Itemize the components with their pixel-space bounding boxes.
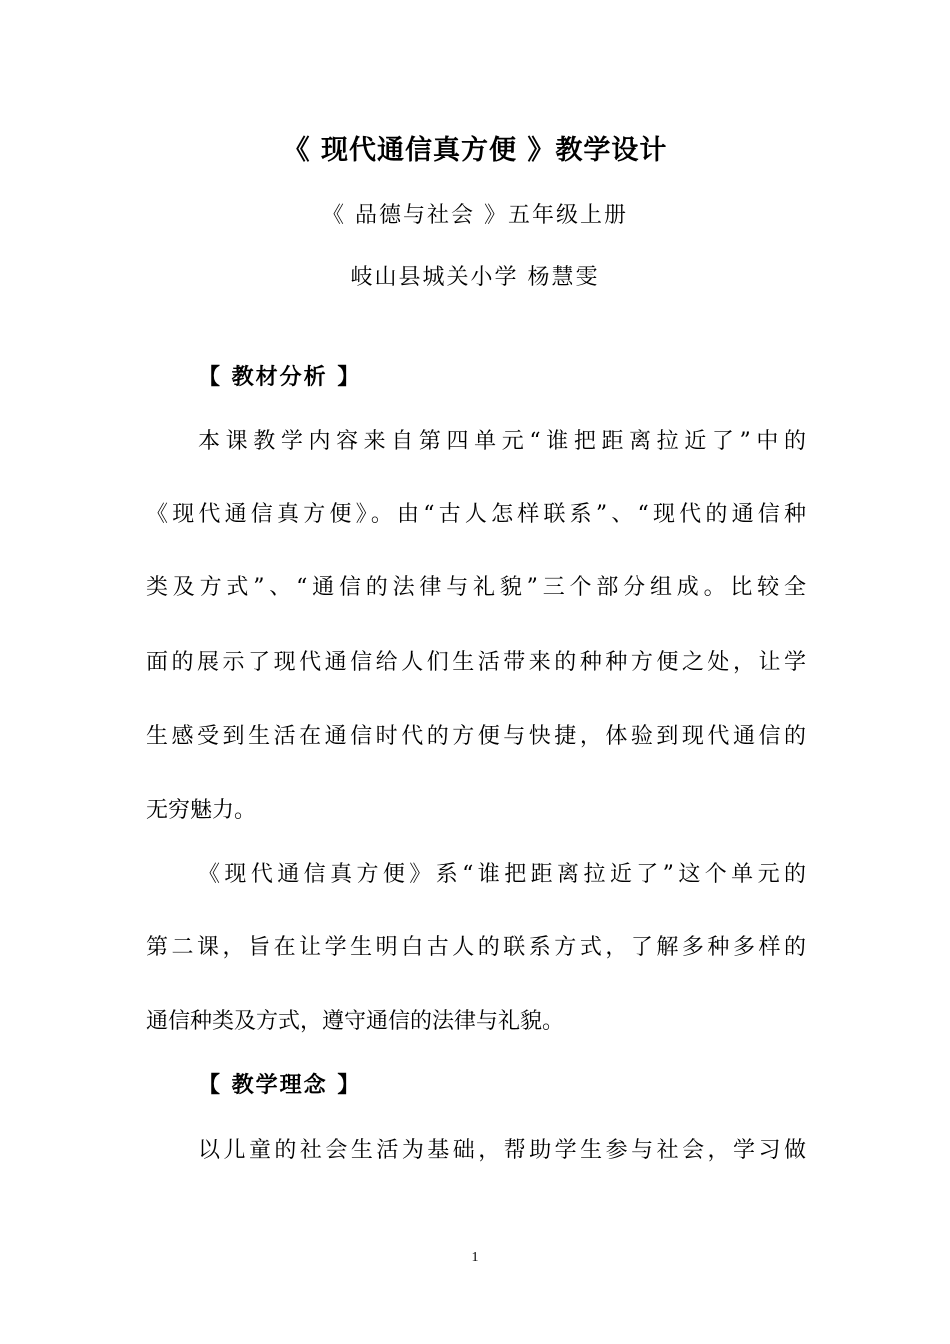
section-heading-teaching-philosophy: 【 教学理念 】 xyxy=(198,1073,362,1098)
document-author: 岐山县城关小学 杨慧雯 xyxy=(350,265,600,290)
paragraph-line: 类及方式”、“通信的法律与礼貌”三个部分组成。比较全 xyxy=(146,575,806,600)
page-number: 1 xyxy=(471,1250,479,1265)
document-subtitle: 《 品德与社会 》五年级上册 xyxy=(322,203,628,228)
paragraph-line: 面的展示了现代通信给人们生活带来的种种方便之处，让学 xyxy=(146,650,806,675)
paragraph-line: 《现代通信真方便》。由“古人怎样联系”、“现代的通信种 xyxy=(146,502,806,527)
paragraph-line: 通信种类及方式，遵守通信的法律与礼貌。 xyxy=(146,1009,565,1034)
paragraph-line: 第二课，旨在让学生明白古人的联系方式，了解多种多样的 xyxy=(146,935,806,960)
paragraph-line: 本课教学内容来自第四单元“谁把距离拉近了”中的 xyxy=(198,429,806,454)
document-title: 《 现代通信真方便 》教学设计 xyxy=(282,135,668,166)
paragraph-line: 以儿童的社会生活为基础，帮助学生参与社会，学习做 xyxy=(198,1138,806,1163)
paragraph-line: 《现代通信真方便》系“谁把距离拉近了”这个单元的 xyxy=(198,862,806,887)
paragraph-line: 无穷魅力。 xyxy=(146,798,257,823)
paragraph-line: 生感受到生活在通信时代的方便与快捷，体验到现代通信的 xyxy=(146,724,806,749)
section-heading-textbook-analysis: 【 教材分析 】 xyxy=(198,365,362,390)
